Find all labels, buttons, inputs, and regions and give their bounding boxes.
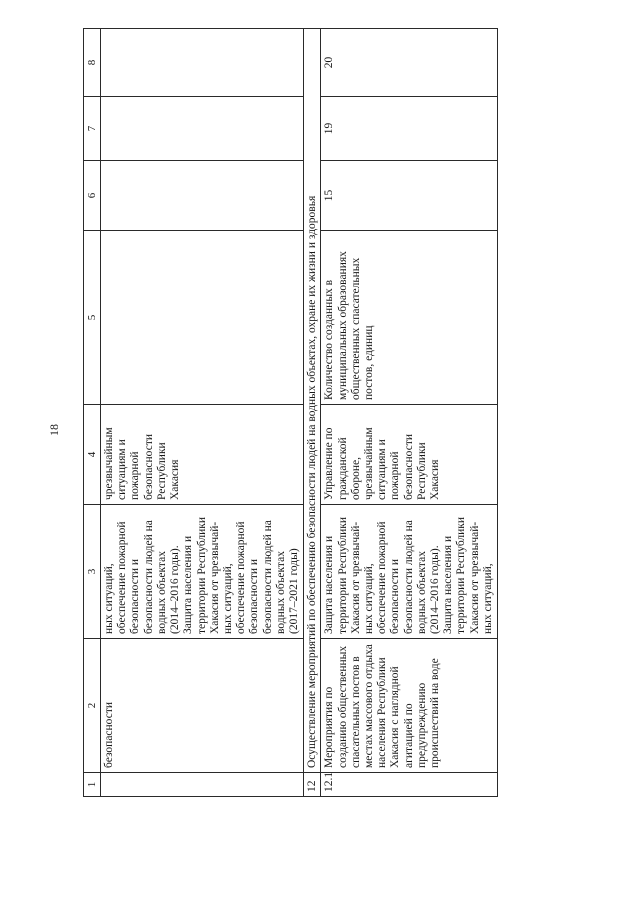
cell-value-2019 xyxy=(101,161,304,231)
cell-executor: чрезвычайным ситуациям и пожарной безопасности Республики Хакасия xyxy=(101,405,304,505)
header-cell: 4 xyxy=(84,405,101,505)
header-cell: 2 xyxy=(84,639,101,773)
cell-value-2021 xyxy=(101,29,304,97)
rotated-table-sheet xyxy=(83,29,494,797)
cell-num xyxy=(101,773,304,797)
header-cell: 1 xyxy=(84,773,101,797)
page-number: 18 xyxy=(47,424,61,436)
header-cell: 6 xyxy=(84,161,101,231)
program-table xyxy=(83,28,498,797)
section-title: Осуществление мероприятий по обеспечению безопасности людей на водных объектах, охране их жизни и здоровья xyxy=(304,29,321,773)
cell-event: безопасности xyxy=(101,639,304,773)
section-row xyxy=(304,29,321,797)
cell-value-2019: 15 xyxy=(321,161,498,231)
header-cell: 8 xyxy=(84,29,101,97)
cell-value-2020 xyxy=(101,97,304,161)
section-number: 12 xyxy=(304,773,321,797)
table-row-item xyxy=(321,29,498,797)
cell-num: 12.1 xyxy=(321,773,498,797)
cell-program: Защита населения и территории Республики Хакасия от чрезвычай- ных ситуаций, обеспечение пожарной безопасности и безопасности людей на водных объектах (2014–2016 годы). Защита населения и территории Республики Хакасия от чрезвычай- ных ситуаций, xyxy=(321,505,498,639)
header-cell: 5 xyxy=(84,231,101,405)
cell-executor: Управление по гражданской обороне, чрезвычайным ситуациям и пожарной безопасности Республики Хакасия xyxy=(321,405,498,505)
table-row-continued xyxy=(101,29,304,797)
cell-event: Мероприятия по созданию общественных спасательных постов в местах массового отдыха населения Республики Хакасия с наглядной агитацией по предупреждению происшествий на воде xyxy=(321,639,498,773)
header-cell: 7 xyxy=(84,97,101,161)
cell-value-2021: 20 xyxy=(321,29,498,97)
cell-indicator xyxy=(101,231,304,405)
cell-program: ных ситуаций, обеспечение пожарной безопасности и безопасности людей на водных объектах (2014–2016 годы). Защита населения и территории Республики Хакасия от чрезвычай- ных ситуаций, обеспечение пожарной безопасности и безопасности людей на водных объектах (2017–2021 годы) xyxy=(101,505,304,639)
header-cell: 3 xyxy=(84,505,101,639)
cell-indicator: Количество созданных в муниципальных образованиях общественных спасательных постов, единиц xyxy=(321,231,498,405)
cell-value-2020: 19 xyxy=(321,97,498,161)
header-row xyxy=(84,29,101,797)
